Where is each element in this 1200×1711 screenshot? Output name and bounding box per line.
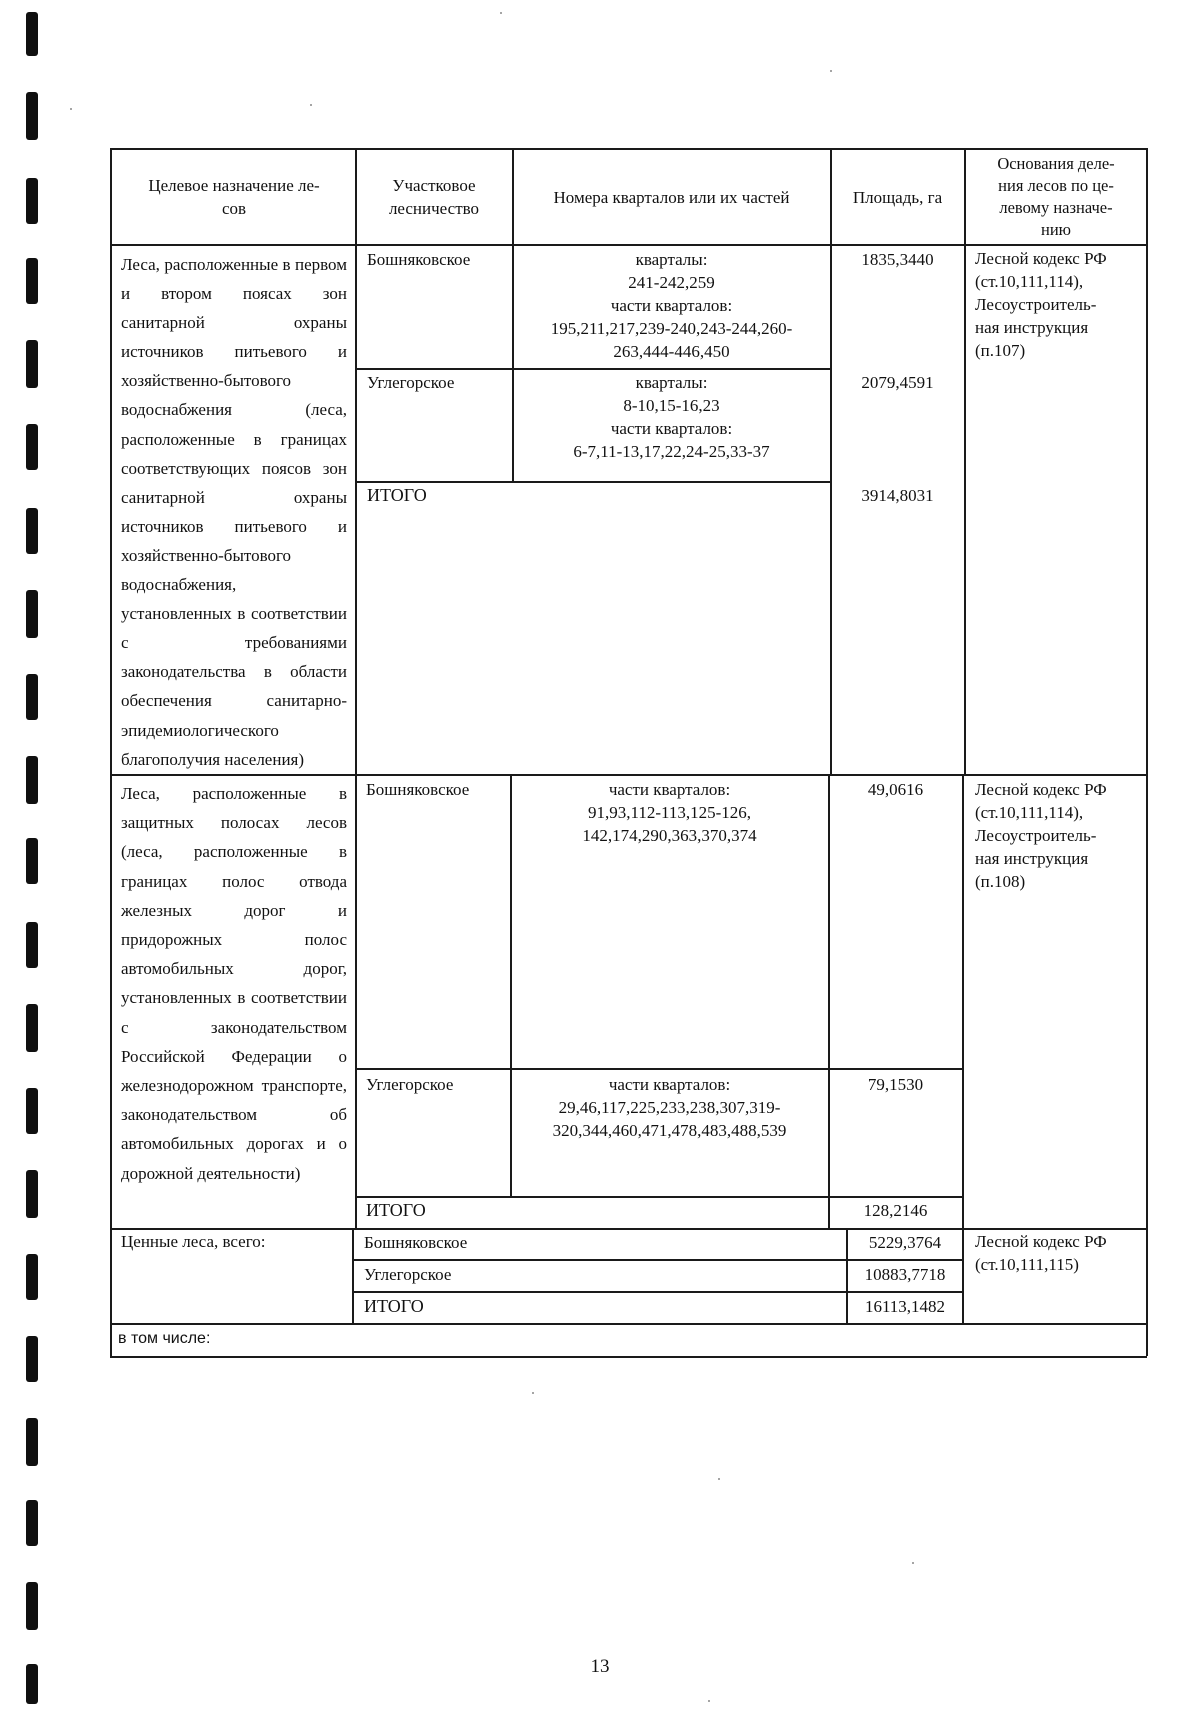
group1-total-area: 3914,8031 bbox=[861, 486, 934, 505]
group1-row1-quarters: кварталы: 241-242,259 части кварталов: 195,211,217,239-240,243-244,260- 263,444-446,450 bbox=[550, 250, 793, 361]
group2-row1-forestry: Бошняковское bbox=[366, 780, 470, 799]
binding-mark bbox=[26, 1582, 38, 1630]
group2-total-area: 128,2146 bbox=[863, 1201, 928, 1220]
group2-row2-forestry: Углегорское bbox=[366, 1075, 454, 1094]
group3-row1-area: 5229,3764 bbox=[868, 1233, 942, 1252]
header-quarters: Номера кварталов или их частей bbox=[553, 187, 790, 207]
group2-row1-quarters: части кварталов: 91,93,112-113,125-126, 142,174,290,363,370,374 bbox=[582, 780, 757, 845]
scan-speck bbox=[532, 1392, 534, 1394]
scan-speck bbox=[830, 70, 832, 72]
binding-mark bbox=[26, 1500, 38, 1546]
header-basis: Основания деле- ния лесов по це- левому назначе- нию bbox=[997, 154, 1115, 239]
binding-mark bbox=[26, 1254, 38, 1300]
binding-mark bbox=[26, 424, 38, 470]
binding-mark bbox=[26, 1004, 38, 1052]
group1-row2-area: 2079,4591 bbox=[861, 373, 934, 392]
binding-mark bbox=[26, 590, 38, 638]
group1-row2-quarters: кварталы: 8-10,15-16,23 части кварталов: 6-7,11-13,17,22,24-25,33-37 bbox=[573, 373, 770, 461]
group3-basis: Лесной кодекс РФ (ст.10,111,115) bbox=[975, 1232, 1107, 1274]
page-number: 13 bbox=[590, 1656, 610, 1677]
binding-mark bbox=[26, 1418, 38, 1466]
binding-mark bbox=[26, 258, 38, 304]
scan-speck bbox=[70, 108, 72, 110]
binding-mark bbox=[26, 12, 38, 56]
binding-mark bbox=[26, 1088, 38, 1134]
binding-mark bbox=[26, 178, 38, 224]
group2-row2-area: 79,1530 bbox=[867, 1075, 924, 1094]
header-area: Площадь, га bbox=[852, 187, 943, 207]
scan-speck bbox=[500, 12, 502, 14]
group3-total-area: 16113,1482 bbox=[864, 1297, 946, 1316]
header-purpose: Целевое назначение ле- сов bbox=[148, 176, 320, 218]
binding-mark bbox=[26, 838, 38, 884]
group2-row1-area: 49,0616 bbox=[867, 780, 924, 799]
group3-total-label: ИТОГО bbox=[364, 1296, 424, 1316]
scan-speck bbox=[708, 1700, 710, 1702]
binding-mark bbox=[26, 756, 38, 804]
group1-total-label: ИТОГО bbox=[367, 485, 427, 505]
table-footer-row: в том числе: bbox=[118, 1330, 211, 1347]
binding-mark bbox=[26, 1336, 38, 1382]
binding-mark bbox=[26, 340, 38, 388]
group2-total-label: ИТОГО bbox=[366, 1200, 426, 1220]
binding-mark bbox=[26, 922, 38, 968]
group3-purpose: Ценные леса, всего: bbox=[121, 1232, 266, 1251]
binding-mark bbox=[26, 508, 38, 554]
group1-row1-forestry: Бошняковское bbox=[367, 250, 471, 269]
group2-purpose: Леса, расположенные в защитных полосах лесов (леса, расположенные в границах полос отвода железных дорог и придорожных полос автомобильных дорог, установленных в соответствии с законодательством Российской Федерации о железнодорожном транспорте, законодательством об автомобильных дорогах и о дорожной деятельности) bbox=[121, 784, 347, 1183]
group3-row1-forestry: Бошняковское bbox=[364, 1233, 468, 1252]
group1-basis: Лесной кодекс РФ (ст.10,111,114), Лесоустроитель- ная инструкция (п.107) bbox=[975, 249, 1107, 360]
group3-row2-forestry: Углегорское bbox=[364, 1265, 452, 1284]
header-forestry: Участковое лесничество bbox=[388, 176, 480, 218]
group3-row2-area: 10883,7718 bbox=[864, 1265, 946, 1284]
binding-mark bbox=[26, 1170, 38, 1218]
group1-row1-area: 1835,3440 bbox=[861, 250, 934, 269]
group1-purpose: Леса, расположенные в первом и втором поясах зон санитарной охраны источников питьевого и хозяйственно-бытового водоснабжения (леса, расположенные в границах соответствующих поясов зон санитарной охраны источников питьевого и хозяйственно-бытового водоснабжения, установленных в соответствии с требованиями законодательства в области обеспечения санитарно-эпидемиологического благополучия населения) bbox=[121, 255, 347, 769]
scan-speck bbox=[912, 1562, 914, 1564]
group2-row2-quarters: части кварталов: 29,46,117,225,233,238,307,319- 320,344,460,471,478,483,488,539 bbox=[552, 1075, 787, 1140]
binding-mark bbox=[26, 92, 38, 140]
scan-speck bbox=[718, 1478, 720, 1480]
scan-speck bbox=[310, 104, 312, 106]
group2-basis: Лесной кодекс РФ (ст.10,111,114), Лесоустроитель- ная инструкция (п.108) bbox=[975, 780, 1107, 891]
group1-row2-forestry: Углегорское bbox=[367, 373, 455, 392]
binding-mark bbox=[26, 674, 38, 720]
